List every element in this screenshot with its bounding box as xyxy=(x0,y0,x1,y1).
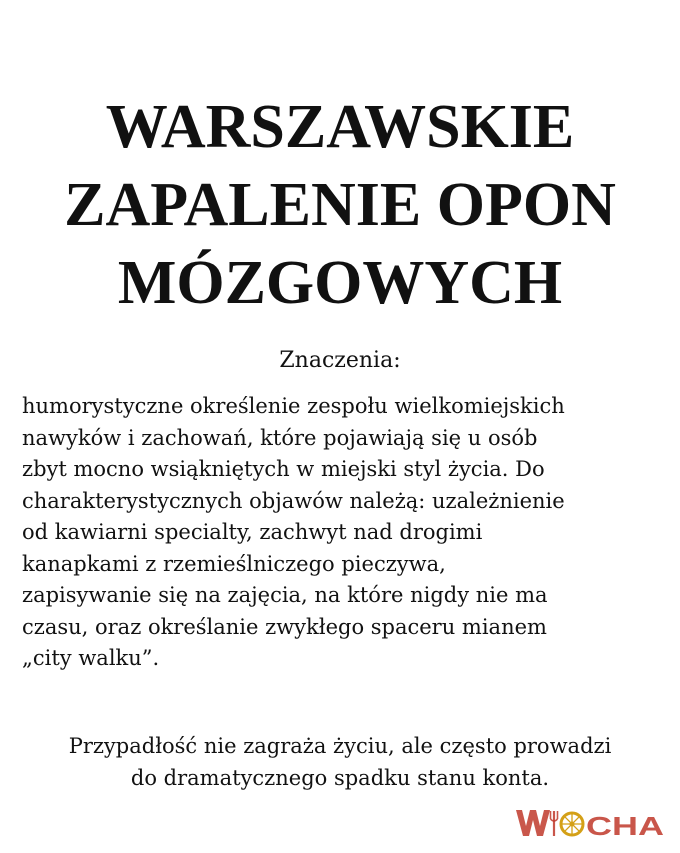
title-line: MÓZGOWYCH xyxy=(117,249,563,317)
note-line: Przypadłość nie zagraża życiu, ale często prowadzi xyxy=(68,734,612,758)
definition-line: charakterystycznych objawów należą: uzależnienie xyxy=(22,488,565,513)
definition-line: humorystyczne określenie zespołu wielkomiejskich xyxy=(22,394,565,418)
fork-in-wheel-icon xyxy=(551,811,558,836)
definition-line: „city walku”. xyxy=(22,646,160,670)
definition-line: czasu, oraz określanie zwykłego spaceru mianem xyxy=(22,614,547,639)
definition-line: zbyt mocno wsiąkniętych w miejski styl życia. Do xyxy=(22,457,545,481)
svg-text:CHA: CHA xyxy=(586,811,665,840)
definition-line: kanapkami z rzemieślniczego pieczywa, xyxy=(22,551,446,576)
title-line: ZAPALENIE OPON xyxy=(64,171,616,239)
closing-note xyxy=(0,731,680,794)
meanings-label: Znaczenia: xyxy=(279,348,401,373)
definition-line: od kawiarni specialty, zachwyt nad drogimi xyxy=(22,520,483,544)
definition-line: nawyków i zachowań, które pojawiają się u osób xyxy=(22,425,538,450)
wiocha-logo xyxy=(514,806,666,840)
definition-line: zapisywanie się na zajęcia, na które nigdy nie ma xyxy=(22,583,548,607)
definition-text xyxy=(22,391,672,675)
wheel-icon xyxy=(561,813,583,835)
logo-letter-w xyxy=(516,810,550,836)
note-line: do dramatycznego spadku stanu konta. xyxy=(130,765,550,790)
page-title xyxy=(0,88,680,322)
title-line: WARSZAWSKIE xyxy=(105,93,575,161)
